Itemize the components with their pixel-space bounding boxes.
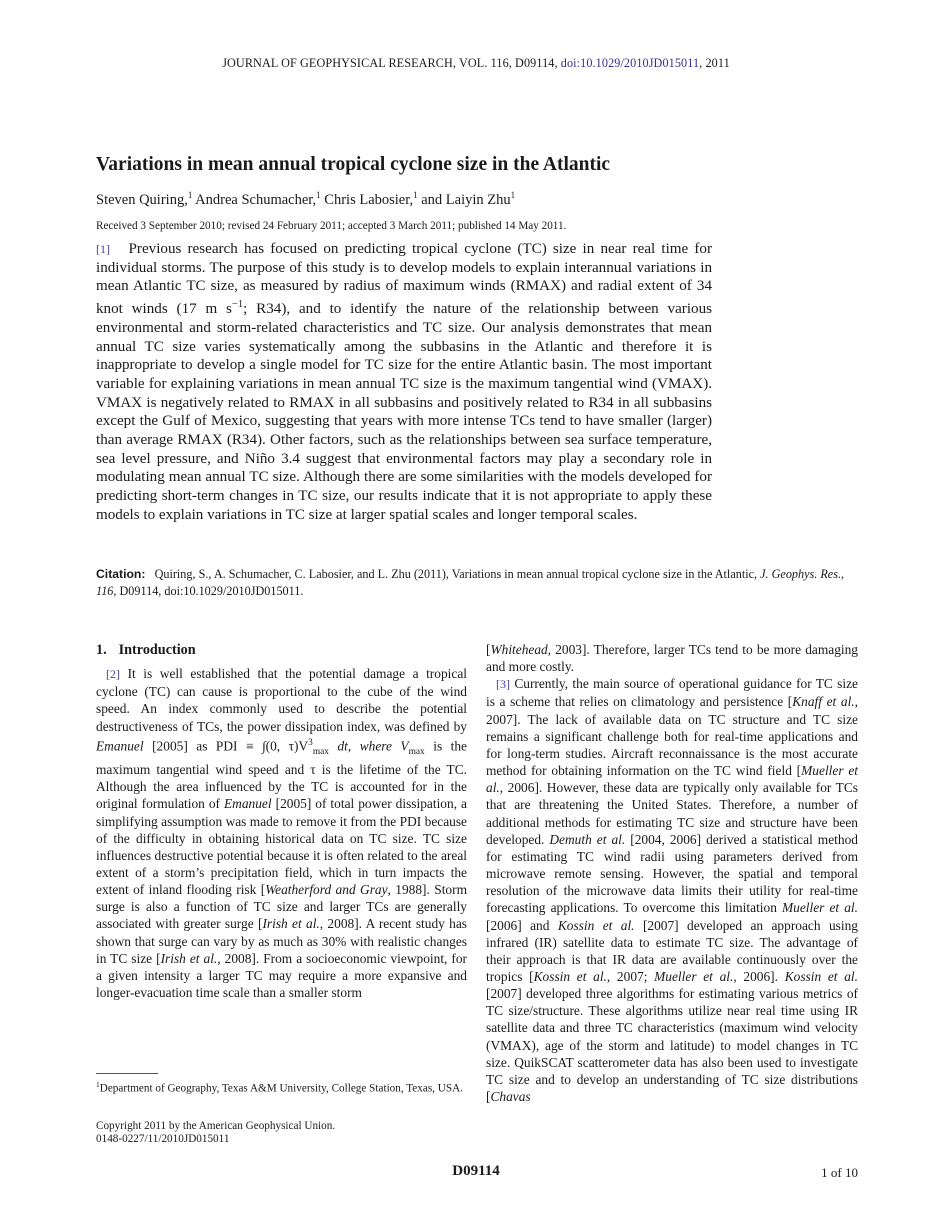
affiliation-footnote: [96, 1077, 467, 1097]
citation-label: Citation:: [96, 567, 146, 581]
footnote-mark: 1: [96, 1080, 100, 1089]
citation-text: Quiring, S., A. Schumacher, C. Labosier, and L. Zhu (2011), Variations in mean annual tropical cyclone size in the Atlantic,: [154, 567, 758, 581]
paragraph-number: [3]: [496, 677, 510, 692]
reference[interactable]: Irish et al.: [262, 916, 320, 932]
copyright-notice: [96, 1120, 467, 1146]
reference[interactable]: Kossin et al.: [557, 917, 635, 933]
reference[interactable]: Emanuel: [96, 738, 144, 754]
reference[interactable]: Knaff et al.: [792, 694, 855, 710]
formula-sub: max: [408, 746, 425, 757]
journal-header: [0, 56, 952, 71]
affiliation-mark: 1: [510, 190, 516, 200]
citation: [96, 566, 856, 600]
section-number: 1.: [96, 642, 107, 658]
page-number: 1 of 10: [821, 1165, 858, 1180]
abstract: [96, 240, 712, 525]
citation-separator: ,: [841, 567, 845, 581]
left-column: [96, 642, 467, 1001]
text: , 1988]. Storm surge is also a function of TC size and larger TCs are generally associated with greater surge [: [96, 882, 467, 932]
reference[interactable]: Mueller et al.: [486, 763, 859, 796]
reference[interactable]: Mueller et al.: [782, 900, 858, 916]
paragraph-number: [2]: [106, 667, 120, 682]
abstract-text: ; R34), and to identify the nature of the relationship between various environmental and storm-related characteristics and TC size. Our analysis demonstrates that mean annual TC size varies systematically among the subbasins in the Atlantic and therefore it is inappropriate to develop a single model for TC size for the entire Atlantic basin. The most important variable for explaining variations in mean annual TC size is the maximum tangential wind (VMAX). VMAX is negatively related to RMAX in all subbasins and positively related to R34 in all subbasins except the Gulf of Mexico, suggesting that years with more intense TCs tend to have smaller (larger) than average RMAX (R34). Other factors, such as the relationships between sea surface temperature, sea level pressure, and Niño 3.4 suggest that environmental factors may play a secondary role in modulating mean annual TC size. Although there are some similarities with the models developed for predicting short-term changes in TC size, our results indicate that it is not appropriate to apply these models to explain variations in TC size at larger spatial scales and longer temporal scales.: [96, 301, 712, 523]
reference[interactable]: Demuth et al.: [549, 831, 626, 847]
paragraph-continued: [Whitehead, 2003]. Therefore, larger TCs tend to be more damaging and more costly.: [486, 642, 858, 675]
section-heading: [96, 642, 467, 659]
author-list: [96, 190, 856, 209]
text: [2007] developed three algorithms for estimating various metrics of TC size/structure. These algorithms utilize near real time using IR satellite data and three TC characteristics (maximum wind velocity (VMAX), age of the storm and latitude) to model changes in TC size. QuikSCAT scatterometer data has also been used to investigate TC size and to develop an understanding of TC size distributions [: [486, 986, 858, 1105]
author: Chris Labosier,: [324, 191, 414, 208]
affiliation-mark: 1: [413, 190, 418, 200]
right-column: [486, 641, 858, 1105]
citation-text: , D09114, doi:10.1029/2010JD015011.: [113, 584, 304, 598]
affiliation-mark: 1: [187, 190, 193, 200]
text: , 2008]. A recent study has shown that surge can vary by as much as 30% with realistic changes in TC size [: [96, 916, 467, 966]
text: , 2006].: [733, 968, 778, 984]
footnote-text: Department of Geography, Texas A&M University, College Station, Texas, USA.: [99, 1082, 463, 1095]
text: , 2007]. The lack of available data on TC structure and TC size remains a significant challenge both for real-time applications and for long-term studies. Aircraft reconnaissance is the most accurate method for obtaining information on the TC wind field [: [486, 694, 859, 779]
journal-year: , 2011: [699, 56, 730, 70]
reference[interactable]: Weatherford and Gray: [265, 882, 388, 898]
text: [2004, 2006] derived a statistical method for estimating TC wind radii using parameters derived from microwave remote sensing. However, the spatial and temporal resolution of the microwave data limits their utility for real-time forecasting applications. To overcome this limitation: [486, 831, 858, 916]
text: , 2003]. Therefore, larger TCs tend to be more damaging and more costly.: [486, 642, 858, 675]
citation-volume: 116: [96, 584, 114, 598]
reference[interactable]: Whitehead: [490, 642, 548, 657]
doi-link[interactable]: doi:10.1029/2010JD015011: [560, 56, 700, 70]
paragraph-2: [96, 665, 467, 1001]
journal-name: JOURNAL OF GEOPHYSICAL RESEARCH, VOL. 116, D09114,: [222, 56, 558, 70]
reference[interactable]: Kossin et al.: [784, 968, 858, 984]
paragraph-3: [486, 675, 858, 1105]
text: , 2008]. From a socioeconomic viewpoint, for a given intensity a larger TC may require a more expansive and longer-evacuation time scale than a smaller storm: [96, 950, 467, 1001]
formula-sub: max: [312, 746, 329, 757]
author: Andrea Schumacher,: [195, 191, 317, 208]
reference[interactable]: Kossin et al.: [533, 968, 607, 984]
article-id: D09114: [452, 1163, 500, 1179]
text: It is well established that the potential damage a tropical cyclone (TC) can cause is proportional to the cube of the wind speed. An index commonly used to describe the potential destructiveness of TCs, the power dissipation index, was defined by: [96, 666, 467, 734]
copyright-line: Copyright 2011 by the American Geophysical Union.: [96, 1120, 336, 1132]
affiliation-mark: 1: [316, 190, 321, 200]
reference[interactable]: Emanuel: [224, 796, 272, 812]
received-dates: Received 3 September 2010; revised 24 February 2011; accepted 3 March 2011; published 14 May 2011.: [96, 220, 567, 232]
paragraph-number: [1]: [96, 242, 110, 256]
text: [2005] of total power dissipation, a simplifying assumption was made to remove it from the PDI because of the difficulty in obtaining historical data on TC size. TC size influences destructive potential because it is often related to the areal extent of a storm’s precipitation field, which in turn impacts the extent of inland flooding risk [: [96, 796, 467, 898]
footnote-divider: [96, 1073, 158, 1074]
reference[interactable]: Irish et al.: [160, 950, 218, 966]
citation-journal: J. Geophys. Res.: [760, 567, 841, 581]
text: [2006] and: [486, 917, 550, 933]
author: Steven Quiring,: [96, 191, 188, 208]
text: , 2007;: [606, 968, 648, 984]
author: and Laiyin Zhu: [421, 191, 511, 208]
text: dt, where V: [337, 738, 409, 754]
reference[interactable]: Chavas: [490, 1089, 531, 1105]
text: [2007] developed an approach using infrared (IR) satellite data to estimate TC size. The advantage of their approach is that IR data are available continuously over the tropics [: [486, 917, 858, 984]
paper-title: Variations in mean annual tropical cyclone size in the Atlantic: [96, 154, 611, 175]
text: Currently, the main source of operational guidance for TC size is a scheme that relies on climatology and persistence [: [486, 676, 858, 710]
text: is the maximum tangential wind speed and τ is the lifetime of the TC. Although the area influenced by the TC is accounted for in the original formulation of: [96, 738, 467, 812]
formula-sup: 3: [308, 737, 313, 748]
abstract-text: Previous research has focused on predicting tropical cyclone (TC) size in near real time for individual storms. The purpose of this study is to develop models to explain interannual variations in mean Atlantic TC size, as measured by radius of maximum winds (RMAX) and radial extent of 34 knot winds (17 m s: [96, 241, 712, 318]
section-title: Introduction: [118, 642, 196, 658]
issn-line: 0148-0227/11/2010JD015011: [96, 1133, 230, 1145]
unit-exponent: −1: [231, 299, 244, 311]
text: , 2006]. However, these data are typically only available for TCs that are threatening the United States. Therefore, a number of additional methods for estimating TC size and structure have been developed.: [486, 780, 858, 847]
reference[interactable]: Mueller et al.: [654, 968, 734, 984]
text: [2005] as PDI ≡ ∫(0, τ)V: [152, 738, 309, 754]
